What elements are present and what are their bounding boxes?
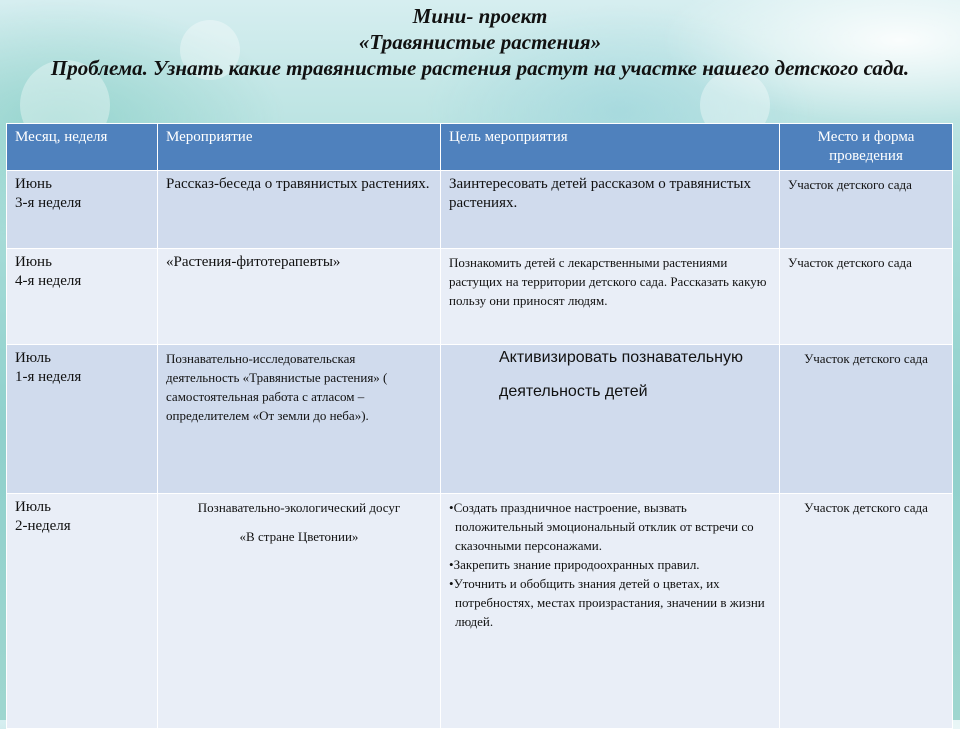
goal-line: деятельность детей [499, 383, 648, 400]
cell-goal [441, 494, 780, 729]
cell-month-week [7, 345, 158, 494]
cell-goal [441, 345, 780, 494]
cell-goal: Заинтересовать детей рассказом о травянистых растениях. [441, 171, 780, 249]
week: 3-я неделя [15, 195, 82, 211]
month: Июнь [15, 176, 52, 192]
goal-list [449, 498, 771, 631]
table-row [7, 345, 953, 494]
column-header-month: Месяц, неделя [7, 124, 158, 171]
month: Июнь [15, 254, 52, 270]
cell-event: Познавательно-исследовательская деятельность «Травянистые растения» ( самостоятельная работа с атласом – определителем «От земли до неба»). [158, 345, 441, 494]
event-line: «В стране Цветонии» [239, 529, 359, 544]
column-header-goal: Цель мероприятия [441, 124, 780, 171]
column-header-place: Место и форма проведения [780, 124, 953, 171]
list-item: • Создать праздничное настроение, вызвать положительный эмоциональный отклик от встречи со сказочными персонажами. [449, 498, 771, 555]
week: 4-я неделя [15, 273, 82, 289]
cell-event: «Растения-фитотерапевты» [158, 249, 441, 345]
list-item: • Уточнить и обобщить знания детей о цветах, их потребностях, местах произрастания, значении в жизни людей. [449, 574, 771, 631]
project-plan-table [6, 123, 953, 729]
cell-event [158, 494, 441, 729]
page-header [0, 0, 960, 81]
cell-place: Участок детского сада [780, 494, 953, 729]
cell-month-week [7, 494, 158, 729]
cell-month-week [7, 249, 158, 345]
cell-month-week [7, 171, 158, 249]
cell-event: Рассказ-беседа о травянистых растениях. [158, 171, 441, 249]
column-header-event: Мероприятие [158, 124, 441, 171]
cell-place: Участок детского сада [780, 171, 953, 249]
week: 2-неделя [15, 518, 71, 534]
table-row [7, 171, 953, 249]
cell-place: Участок детского сада [780, 249, 953, 345]
cell-goal: Познакомить детей с лекарственными растениями растущих на территории детского сада. Рассказать какую пользу они приносят людям. [441, 249, 780, 345]
month: Июль [15, 499, 51, 515]
project-title: Мини- проект [412, 4, 548, 28]
project-subtitle: «Травянистые растения» [358, 30, 602, 54]
table-header-row [7, 124, 953, 171]
table-row [7, 249, 953, 345]
project-problem: Проблема. Узнать какие травянистые растения растут на участке нашего детского сада. [50, 56, 910, 80]
event-line: Познавательно-экологический досуг [197, 500, 401, 515]
month: Июль [15, 350, 51, 366]
week: 1-я неделя [15, 369, 82, 385]
cell-place: Участок детского сада [780, 345, 953, 494]
goal-line: Активизировать познавательную [499, 349, 743, 366]
list-item: • Закрепить знание природоохранных правил. [449, 555, 771, 574]
table-row [7, 494, 953, 729]
